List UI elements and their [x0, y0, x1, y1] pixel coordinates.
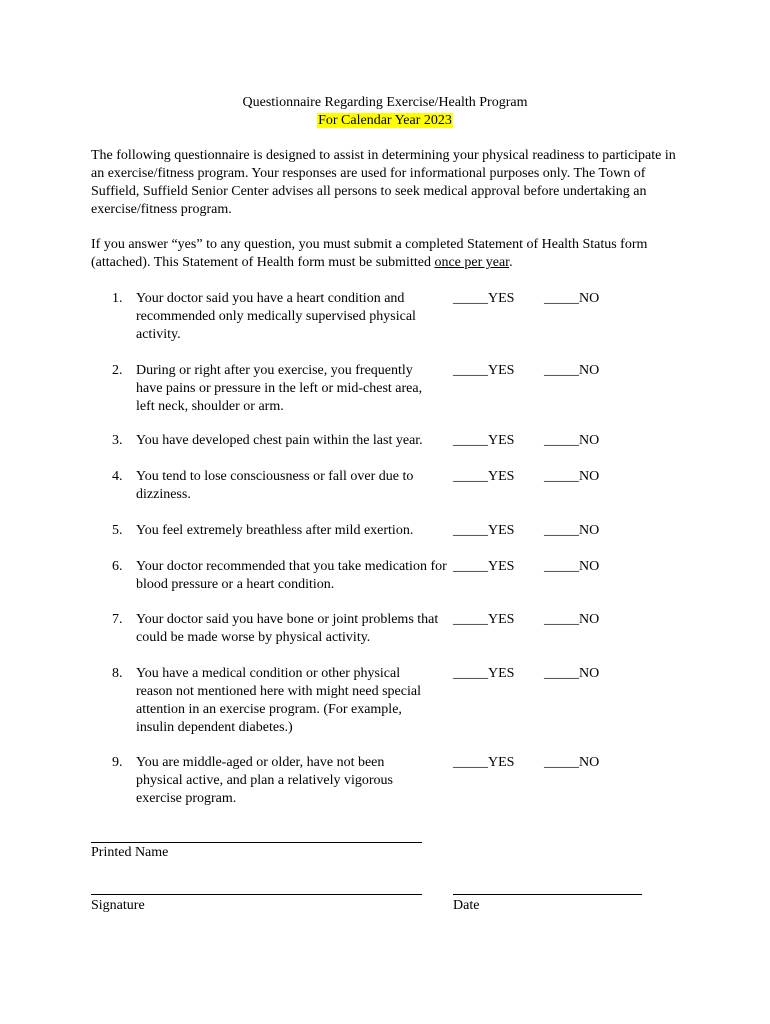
- no-answer-blank[interactable]: _____NO: [544, 666, 600, 681]
- question-text: During or right after you exercise, you frequently have pains or pressure in the left or mid-chest area, left neck, shoulder or arm.: [136, 363, 423, 414]
- yes-answer-blank[interactable]: _____YES: [453, 523, 515, 538]
- no-answer-blank[interactable]: _____NO: [544, 612, 600, 627]
- date-label: Date: [453, 898, 480, 913]
- yes-answer-blank[interactable]: _____YES: [453, 755, 515, 770]
- question-number: 7.: [112, 612, 123, 627]
- instructions-paragraph: [91, 236, 691, 272]
- no-answer-blank[interactable]: _____NO: [544, 433, 600, 448]
- question-text: You feel extremely breathless after mild exertion.: [136, 523, 414, 538]
- printed-name-line[interactable]: [91, 842, 422, 843]
- question-number: 6.: [112, 559, 123, 574]
- yes-answer-blank[interactable]: _____YES: [453, 559, 515, 574]
- question-number: 4.: [112, 469, 123, 484]
- yes-answer-blank[interactable]: _____YES: [453, 291, 515, 306]
- subtitle-row: [0, 112, 770, 130]
- intro-paragraph: The following questionnaire is designed to assist in determining your physical readiness to participate in an exercise/fitness program. Your responses are used for informational purposes only. The Town of Suffield, Suffield Senior Center advises all persons to seek medical approval before undertaking an exercise/fitness program.: [91, 148, 676, 217]
- document-subtitle: For Calendar Year 2023: [318, 113, 452, 128]
- yes-answer-blank[interactable]: _____YES: [453, 666, 515, 681]
- yes-answer-blank[interactable]: _____YES: [453, 433, 515, 448]
- question-text: You tend to lose consciousness or fall over due to dizziness.: [136, 469, 414, 502]
- signature-line[interactable]: [91, 894, 422, 895]
- question-number: 3.: [112, 433, 123, 448]
- document-title: Questionnaire Regarding Exercise/Health Program: [242, 95, 528, 110]
- question-text: You have a medical condition or other physical reason not mentioned here with might need special attention in an exercise program. (For example, insulin dependent diabetes.): [136, 666, 421, 735]
- question-text: Your doctor recommended that you take medication for blood pressure or a heart condition.: [136, 559, 447, 592]
- yes-answer-blank[interactable]: _____YES: [453, 363, 515, 378]
- no-answer-blank[interactable]: _____NO: [544, 291, 600, 306]
- question-number: 2.: [112, 363, 123, 378]
- instructions-end: .: [509, 255, 513, 270]
- question-number: 1.: [112, 291, 123, 306]
- question-text: Your doctor said you have a heart condition and recommended only medically supervised physical activity.: [136, 291, 416, 342]
- no-answer-blank[interactable]: _____NO: [544, 523, 600, 538]
- question-number: 8.: [112, 666, 123, 681]
- question-number: 5.: [112, 523, 123, 538]
- question-text: You have developed chest pain within the last year.: [136, 433, 423, 448]
- no-answer-blank[interactable]: _____NO: [544, 363, 600, 378]
- printed-name-label: Printed Name: [91, 845, 169, 860]
- instructions-text: If you answer “yes” to any question, you must submit a completed Statement of Health Status form (attached). This Statement of Health form must be submitted: [91, 237, 648, 270]
- question-text: Your doctor said you have bone or joint problems that could be made worse by physical activity.: [136, 612, 439, 645]
- date-line[interactable]: [453, 894, 642, 895]
- no-answer-blank[interactable]: _____NO: [544, 559, 600, 574]
- yes-answer-blank[interactable]: _____YES: [453, 469, 515, 484]
- yes-answer-blank[interactable]: _____YES: [453, 612, 515, 627]
- question-text: You are middle-aged or older, have not been physical active, and plan a relatively vigorous exercise program.: [136, 755, 393, 806]
- signature-label: Signature: [91, 898, 145, 913]
- no-answer-blank[interactable]: _____NO: [544, 755, 600, 770]
- instructions-underlined: once per year: [434, 255, 510, 270]
- no-answer-blank[interactable]: _____NO: [544, 469, 600, 484]
- question-number: 9.: [112, 755, 123, 770]
